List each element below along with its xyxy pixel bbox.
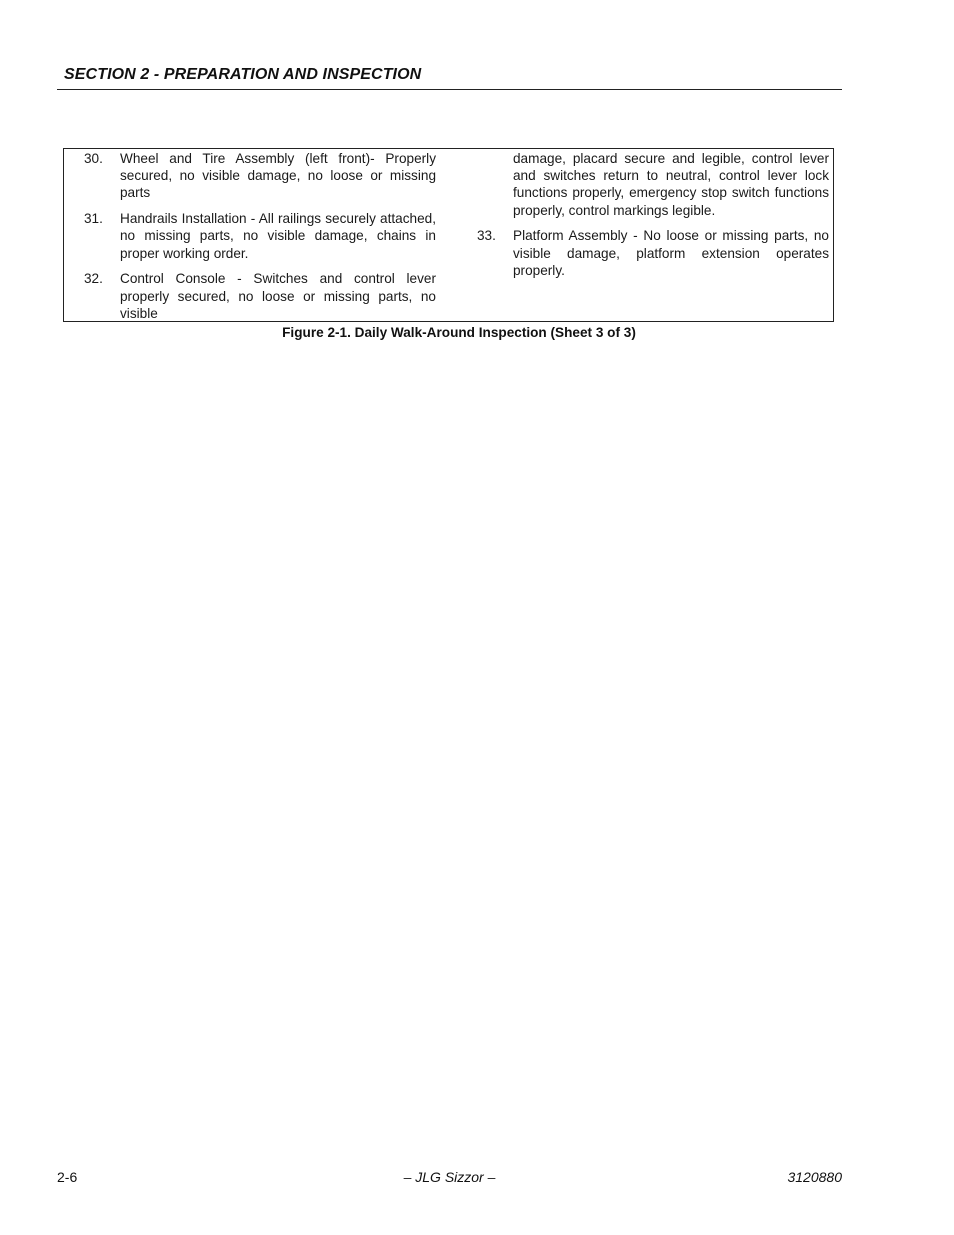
section-header <box>57 63 842 90</box>
item-text: Handrails Installation - All railings securely attached, no missing parts, no visible damage, chains in proper working order. <box>120 211 436 261</box>
inspection-checklist-box <box>63 148 834 322</box>
item-continuation-text: damage, placard secure and legible, control lever and switches return to neutral, control lever lock functions properly, emergency stop switch functions properly, control markings legible. <box>513 151 829 218</box>
figure-caption: Figure 2-1. Daily Walk-Around Inspection (Sheet 3 of 3) <box>282 325 636 340</box>
item-text: Control Console - Switches and control lever properly secured, no loose or missing parts, no visible <box>120 271 436 321</box>
inspection-item <box>84 270 436 322</box>
inspection-item <box>84 150 436 202</box>
item-number: 30. <box>84 151 103 166</box>
page-number: 2-6 <box>57 1169 78 1185</box>
footer-title: – JLG Sizzor – <box>403 1169 496 1185</box>
item-number: 31. <box>84 211 103 227</box>
item-text: Wheel and Tire Assembly (left front)- Properly secured, no visible damage, no loose or missing parts <box>120 151 436 201</box>
inspection-item <box>477 227 829 279</box>
inspection-item <box>84 210 436 262</box>
item-number: 33. <box>477 228 496 244</box>
page-footer <box>57 1169 842 1189</box>
document-number: 3120880 <box>787 1169 842 1185</box>
inspection-column-left <box>84 150 436 331</box>
item-number: 32. <box>84 271 103 287</box>
item-text: Platform Assembly - No loose or missing parts, no visible damage, platform extension operates properly. <box>513 228 829 278</box>
section-title: SECTION 2 - PREPARATION AND INSPECTION <box>64 66 422 83</box>
inspection-column-right <box>477 150 829 288</box>
